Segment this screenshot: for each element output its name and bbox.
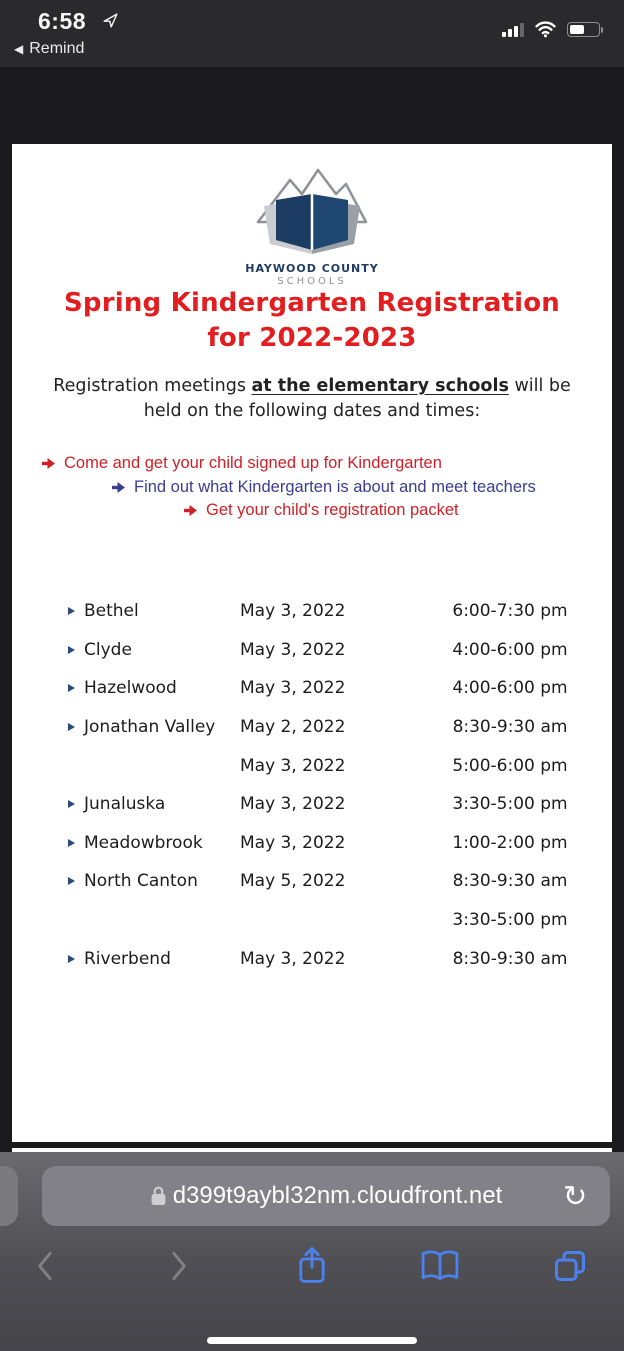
back-to-app-remind[interactable] xyxy=(14,40,84,58)
school-name: Bethel xyxy=(68,601,240,621)
battery-icon xyxy=(567,22,600,37)
triangle-bullet-icon xyxy=(68,839,75,847)
triangle-bullet-icon xyxy=(68,684,75,692)
red-arrow-icon xyxy=(112,482,125,493)
school-name: Junaluska xyxy=(68,794,240,814)
meeting-time: 8:30-9:30 am xyxy=(452,948,568,969)
meeting-date: May 3, 2022 xyxy=(240,678,346,699)
schedule-row xyxy=(68,939,594,978)
school-name: Meadowbrook xyxy=(68,833,240,853)
triangle-bullet-icon xyxy=(68,607,75,615)
bookmarks-button[interactable] xyxy=(414,1240,466,1292)
share-icon xyxy=(295,1245,329,1287)
lock-icon xyxy=(150,1185,167,1207)
schedule-row xyxy=(68,746,594,785)
triangle-bullet-icon xyxy=(68,646,75,654)
logo-sub-name: SCHOOLS xyxy=(277,276,347,287)
cellular-signal-icon xyxy=(502,22,524,37)
intro-pre: Registration meetings xyxy=(53,376,252,396)
school-name: Clyde xyxy=(68,640,240,660)
triangle-bullet-icon xyxy=(68,955,75,963)
schedule-row xyxy=(68,901,594,940)
refresh-button[interactable]: ↻ xyxy=(562,1179,588,1213)
meeting-date: May 5, 2022 xyxy=(240,871,346,892)
tabs-overview-icon xyxy=(552,1248,588,1284)
schedule-row xyxy=(68,785,594,824)
meeting-time: 5:00-6:00 pm xyxy=(452,755,568,776)
logo-org-name: HAYWOOD COUNTY xyxy=(245,262,379,275)
meeting-time: 4:00-6:00 pm xyxy=(452,639,568,660)
highlight-bullet-line xyxy=(112,476,612,500)
page-title xyxy=(12,286,612,356)
schedule-row xyxy=(68,631,594,670)
bullet-text: Get your child's registration packet xyxy=(206,501,459,519)
meeting-time: 8:30-9:30 am xyxy=(452,871,568,892)
triangle-bullet-icon xyxy=(68,800,75,808)
meeting-time: 8:30-9:30 am xyxy=(452,717,568,738)
meeting-time: 6:00-7:30 pm xyxy=(452,601,568,622)
schedule-row xyxy=(68,862,594,901)
meeting-date: May 3, 2022 xyxy=(240,601,346,622)
school-name: Hazelwood xyxy=(68,678,240,698)
previous-tab-peek[interactable] xyxy=(0,1166,18,1226)
location-services-icon xyxy=(102,12,119,34)
highlight-bullet-line xyxy=(42,452,612,476)
title-line-1: Spring Kindergarten Registration xyxy=(63,288,561,318)
pdf-document-page xyxy=(12,144,612,1142)
school-name: Jonathan Valley xyxy=(68,717,240,737)
haywood-county-schools-logo xyxy=(12,160,612,287)
back-app-label: Remind xyxy=(29,40,85,57)
schedule-row xyxy=(68,669,594,708)
title-line-2: for 2022-2023 xyxy=(207,323,417,353)
open-book-icon xyxy=(420,1248,460,1284)
url-text: d399t9aybl32nm.cloudfront.net xyxy=(172,1182,503,1209)
wifi-icon xyxy=(534,20,557,38)
clock: 6:58 xyxy=(38,8,87,34)
meeting-date: May 3, 2022 xyxy=(240,794,346,815)
status-bar xyxy=(0,0,624,67)
intro-post: will be xyxy=(508,376,571,396)
address-bar[interactable] xyxy=(42,1166,610,1226)
meeting-date: May 2, 2022 xyxy=(240,717,346,738)
schedule-row xyxy=(68,708,594,747)
school-name: North Canton xyxy=(68,871,240,891)
meeting-date: May 3, 2022 xyxy=(240,639,346,660)
tabs-button[interactable] xyxy=(544,1240,596,1292)
school-name: Riverbend xyxy=(68,949,240,969)
registration-schedule-table xyxy=(68,592,594,978)
meeting-time: 1:00-2:00 pm xyxy=(452,832,568,853)
schedule-row xyxy=(68,592,594,631)
meeting-date: May 3, 2022 xyxy=(240,832,346,853)
schedule-row xyxy=(68,824,594,863)
intro-underlined-phrase: at the elementary schools xyxy=(251,376,509,396)
home-indicator[interactable] xyxy=(207,1337,417,1344)
intro-paragraph xyxy=(52,374,572,424)
forward-button[interactable] xyxy=(152,1240,204,1292)
meeting-date: May 3, 2022 xyxy=(240,948,346,969)
share-button[interactable] xyxy=(286,1240,338,1292)
bullet-text: Find out what Kindergarten is about and meet teachers xyxy=(134,477,536,496)
triangle-bullet-icon xyxy=(68,723,75,731)
safari-bottom-toolbar xyxy=(0,1152,624,1351)
meeting-time: 4:00-6:00 pm xyxy=(452,678,568,699)
back-triangle-icon: ◀ xyxy=(14,42,24,56)
meeting-date: May 3, 2022 xyxy=(240,755,346,776)
meeting-time: 3:30-5:00 pm xyxy=(452,910,568,931)
toolbar-nav-row xyxy=(0,1230,624,1300)
back-button[interactable] xyxy=(20,1240,72,1292)
red-arrow-icon xyxy=(184,505,197,516)
intro-line-2: held on the following dates and times: xyxy=(143,401,481,421)
highlight-bullets xyxy=(12,452,612,523)
red-arrow-icon xyxy=(42,458,55,469)
mountains-book-logo-icon xyxy=(250,160,374,256)
triangle-bullet-icon xyxy=(68,877,75,885)
bullet-text: Come and get your child signed up for Kindergarten xyxy=(64,454,442,472)
status-icons xyxy=(502,20,600,38)
highlight-bullet-line xyxy=(184,499,612,523)
meeting-time: 3:30-5:00 pm xyxy=(452,794,568,815)
